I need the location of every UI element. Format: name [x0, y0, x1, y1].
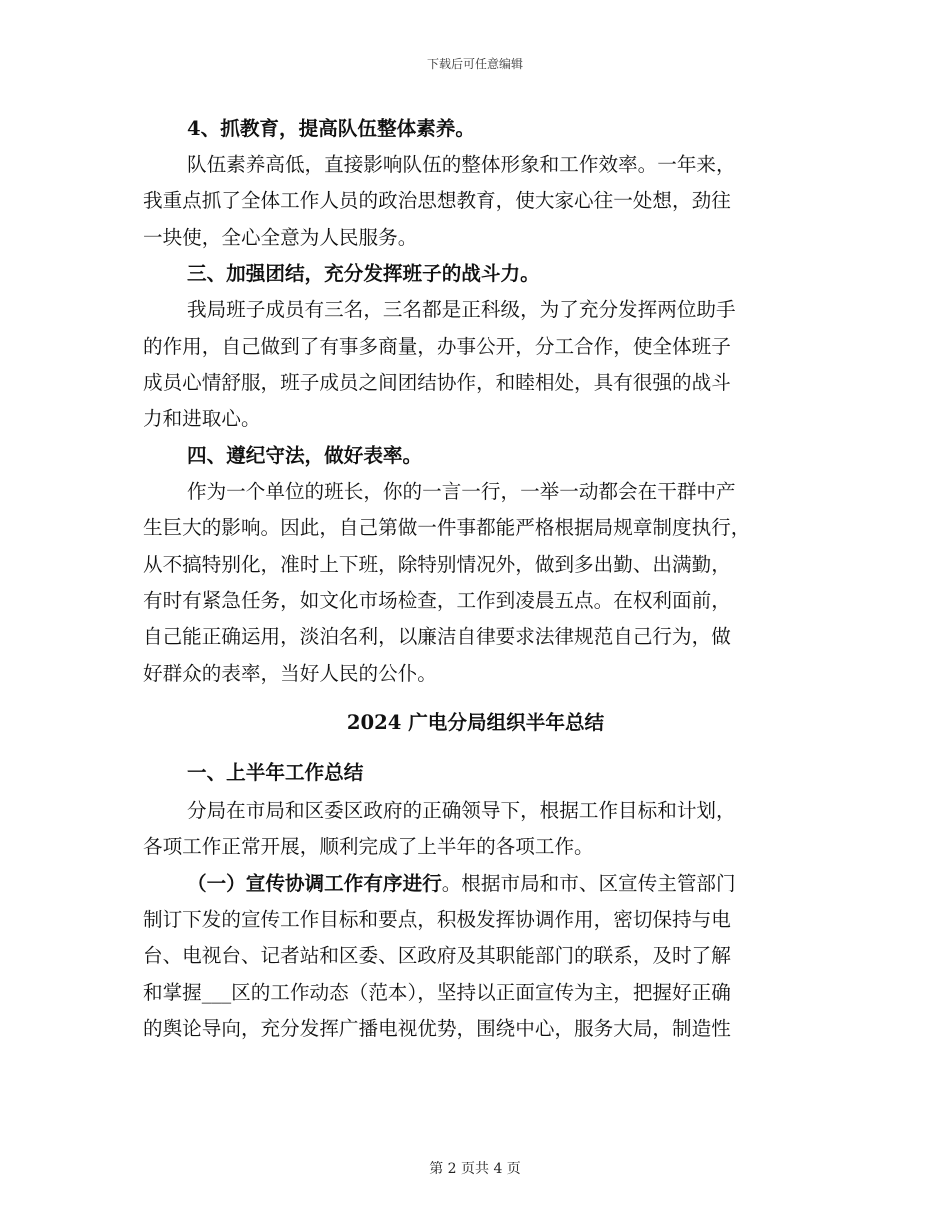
- paragraph-line: 制订下发的宣传工作目标和要点，积极发挥协调作用，密切保持与电: [143, 908, 731, 931]
- paragraph-line: 的舆论导向，充分发挥广播电视优势，围绕中心，服务大局，制造性: [143, 1017, 731, 1040]
- section-heading: 三、加强团结，充分发挥班子的战斗力。: [187, 262, 540, 285]
- paragraph-line: 好群众的表率，当好人民的公仆。: [143, 662, 437, 685]
- paragraph-text: 。根据市局和市、区宣传主管部门: [441, 872, 736, 895]
- paragraph-line: 分局在市局和区委区政府的正确领导下，根据工作目标和计划，: [187, 799, 736, 822]
- paragraph-line: 和掌握___区的工作动态（范本），坚持以正面宣传为主，把握好正确: [143, 981, 731, 1004]
- paragraph-line: 一块使，全心全意为人民服务。: [143, 226, 418, 249]
- paragraph-line: 力和进取心。: [143, 407, 261, 430]
- paragraph-line: 各项工作正常开展，顺利完成了上半年的各项工作。: [143, 835, 594, 858]
- paragraph-line: 成员心情舒服，班子成员之间团结协作，和睦相处，具有很强的战斗: [143, 371, 731, 394]
- page-footer: 第 2 页共 4 页: [429, 1161, 521, 1177]
- section-heading: 4、抓教育，提高队伍整体素养。: [187, 117, 475, 140]
- paragraph-line: [187, 871, 736, 897]
- paragraph-line: 我重点抓了全体工作人员的政治思想教育，使大家心往一处想，劲往: [143, 189, 731, 212]
- document-title: 2024 广电分局组织半年总结: [346, 711, 605, 734]
- paragraph-line: 生巨大的影响。因此，自己第做一件事都能严格根据局规章制度执行，: [143, 516, 751, 539]
- paragraph-line: 作为一个单位的班长，你的一言一行，一举一动都会在干群中产: [187, 480, 736, 503]
- section-heading: 一、上半年工作总结: [187, 761, 364, 784]
- paragraph-line: 台、电视台、记者站和区委、区政府及其职能部门的联系，及时了解: [143, 944, 731, 967]
- paragraph-line: 自己能正确运用，淡泊名利，以廉洁自律要求法律规范自己行为，做: [143, 625, 731, 648]
- paragraph-line: 的作用，自己做到了有事多商量，办事公开，分工合作，使全体班子: [143, 335, 731, 358]
- paragraph-line: 有时有紧急任务，如文化市场检查，工作到凌晨五点。在权利面前，: [143, 589, 731, 612]
- paragraph-line: 队伍素养高低，直接影响队伍的整体形象和工作效率。一年来，: [187, 153, 736, 176]
- section-heading: 四、遵纪守法，做好表率。: [187, 444, 423, 467]
- subsection-heading: （一）宣传协调工作有序进行: [187, 872, 442, 895]
- paragraph-line: 我局班子成员有三名，三名都是正科级，为了充分发挥两位助手: [187, 298, 736, 321]
- page-header: 下载后可任意编辑: [426, 57, 523, 71]
- paragraph-line: 从不搞特别化，准时上下班，除特别情况外，做到多出勤、出满勤，: [143, 553, 731, 576]
